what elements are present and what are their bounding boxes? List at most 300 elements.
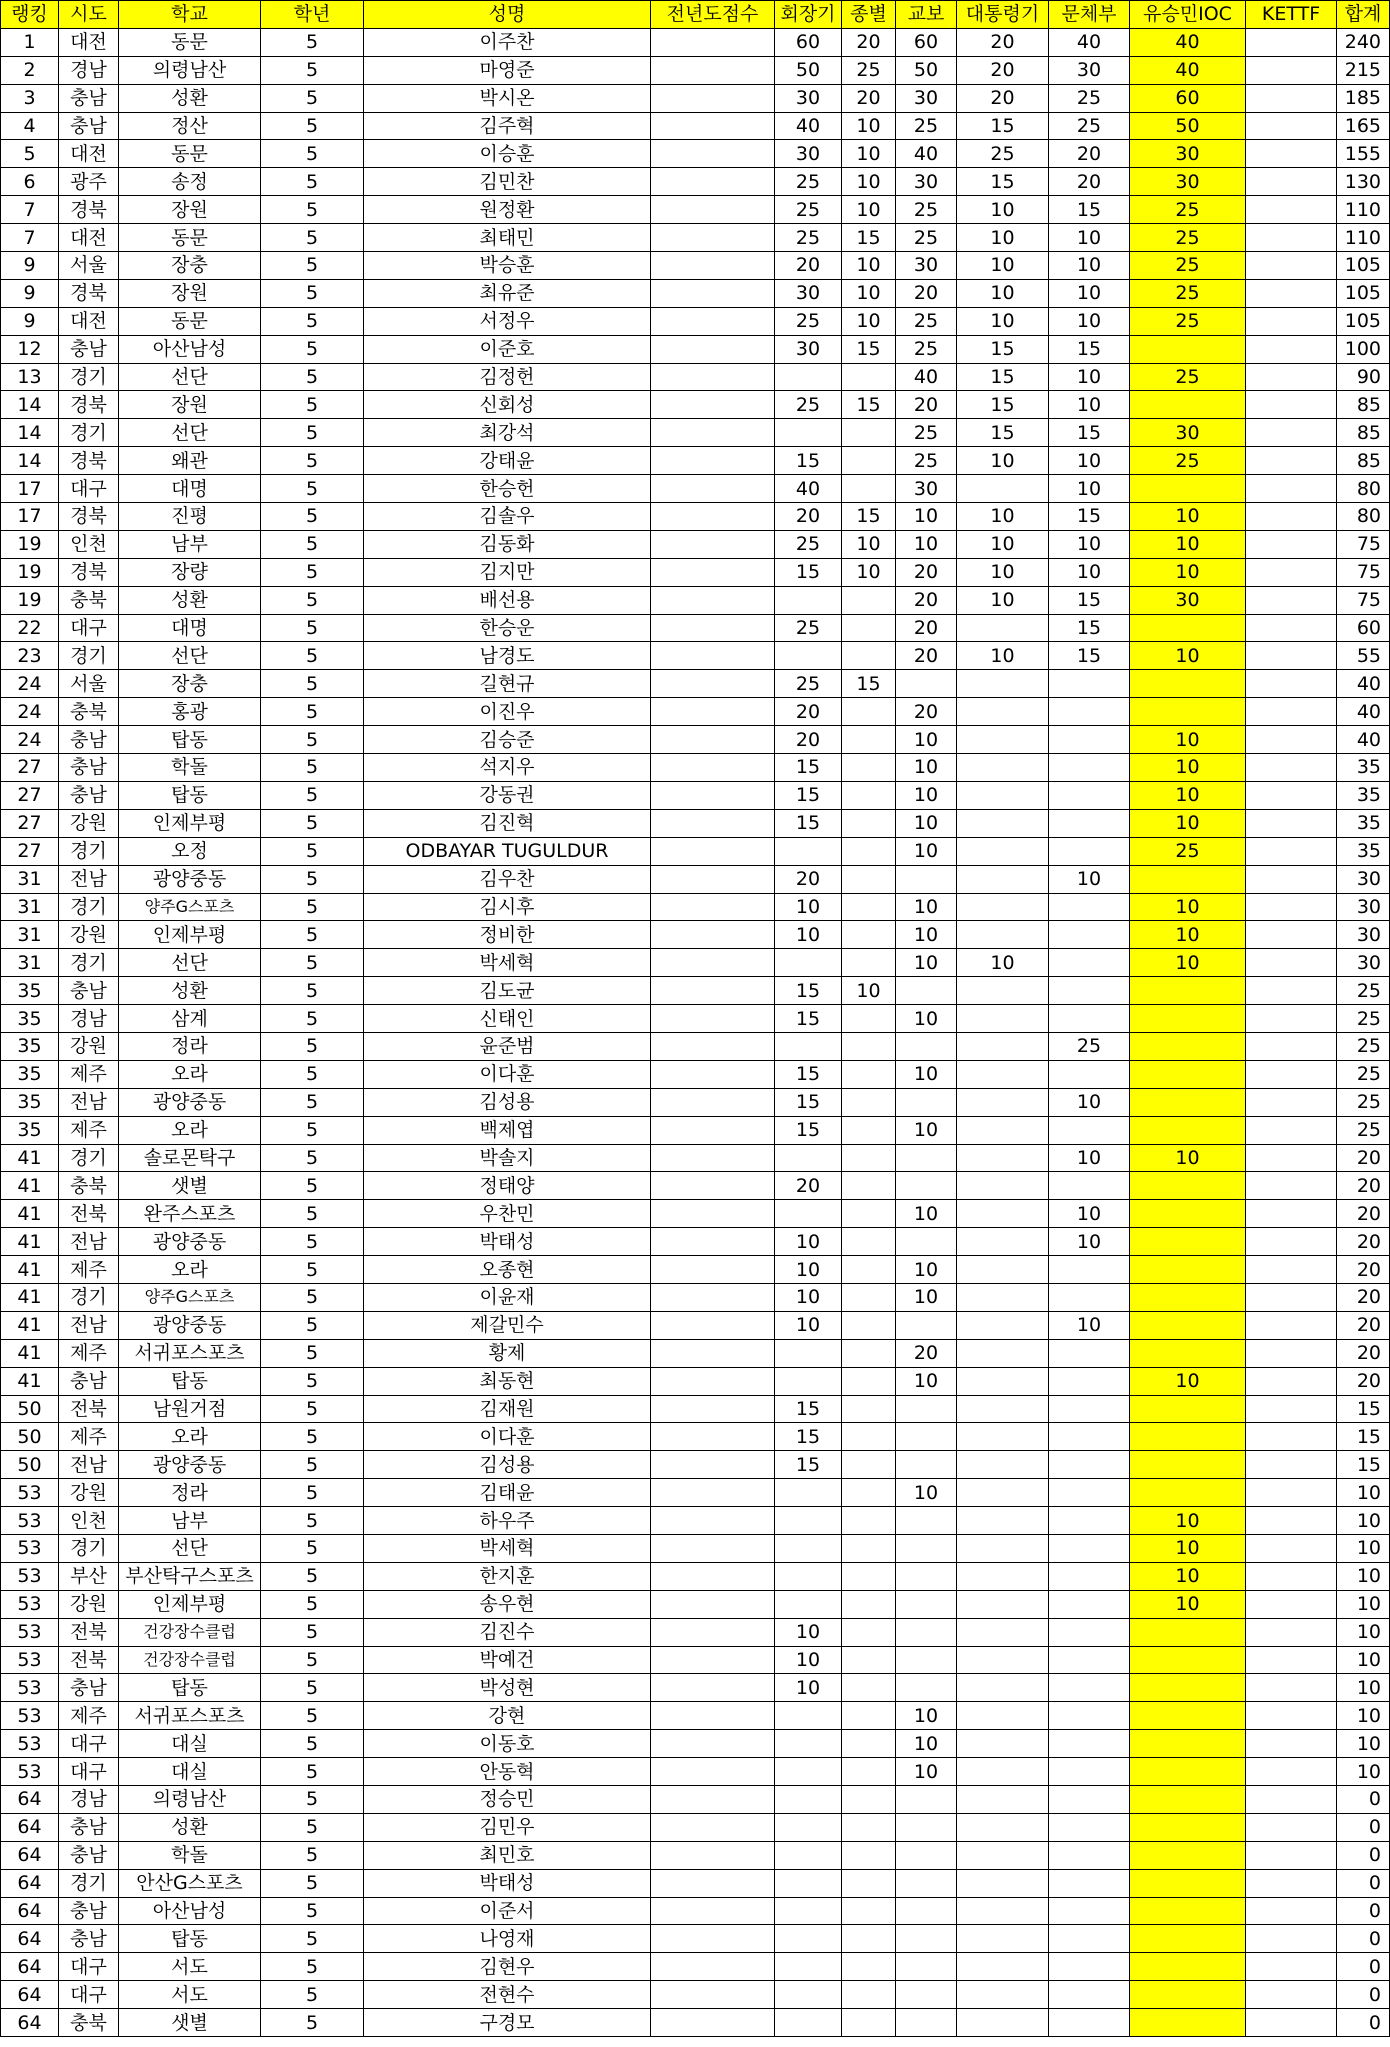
cell-chairman-cup [775, 1730, 842, 1758]
cell-ministry [1049, 1507, 1130, 1535]
cell-total: 85 [1337, 447, 1390, 475]
cell-chairman-cup [775, 586, 842, 614]
cell-chairman-cup: 25 [775, 614, 842, 642]
cell-school: 광양중동 [119, 1228, 261, 1256]
cell-total: 35 [1337, 754, 1390, 782]
cell-grade: 5 [261, 1758, 364, 1786]
cell-region: 대구 [59, 1730, 119, 1758]
cell-yoo-ioc: 25 [1130, 447, 1246, 475]
cell-prev-score [651, 1283, 775, 1311]
cell-grade: 5 [261, 84, 364, 112]
cell-kettf [1246, 865, 1337, 893]
cell-school: 대실 [119, 1758, 261, 1786]
cell-category [842, 1144, 896, 1172]
cell-presidential-cup [957, 977, 1049, 1005]
cell-school: 양주G스포츠 [119, 893, 261, 921]
cell-grade: 5 [261, 112, 364, 140]
table-row [1, 977, 1390, 1005]
table-row [1, 1702, 1390, 1730]
cell-presidential-cup: 10 [957, 503, 1049, 531]
header-category: 종별 [842, 1, 896, 29]
cell-prev-score [651, 809, 775, 837]
table-row [1, 837, 1390, 865]
cell-chairman-cup: 25 [775, 307, 842, 335]
cell-total: 130 [1337, 168, 1390, 196]
cell-presidential-cup [957, 1702, 1049, 1730]
cell-school: 정라 [119, 1479, 261, 1507]
cell-chairman-cup: 10 [775, 1228, 842, 1256]
cell-chairman-cup: 15 [775, 781, 842, 809]
cell-kyobo: 25 [896, 335, 957, 363]
cell-kettf [1246, 1786, 1337, 1814]
cell-chairman-cup [775, 1562, 842, 1590]
cell-kettf [1246, 335, 1337, 363]
table-row [1, 530, 1390, 558]
cell-region: 부산 [59, 1562, 119, 1590]
cell-rank: 64 [1, 1981, 59, 2009]
cell-school: 정산 [119, 112, 261, 140]
cell-school: 의령남산 [119, 1786, 261, 1814]
cell-name: 김진혁 [364, 809, 651, 837]
cell-ministry [1049, 754, 1130, 782]
cell-rank: 7 [1, 196, 59, 224]
cell-region: 제주 [59, 1423, 119, 1451]
cell-region: 광주 [59, 168, 119, 196]
cell-ministry [1049, 726, 1130, 754]
cell-kyobo: 25 [896, 419, 957, 447]
cell-chairman-cup: 40 [775, 475, 842, 503]
header-rank: 랭킹 [1, 1, 59, 29]
cell-school: 장원 [119, 391, 261, 419]
cell-category [842, 642, 896, 670]
cell-total: 10 [1337, 1730, 1390, 1758]
cell-grade: 5 [261, 614, 364, 642]
cell-kyobo: 20 [896, 698, 957, 726]
cell-category [842, 1172, 896, 1200]
cell-chairman-cup [775, 1479, 842, 1507]
cell-prev-score [651, 475, 775, 503]
cell-kyobo: 10 [896, 1060, 957, 1088]
cell-name: 강현 [364, 1702, 651, 1730]
cell-name: 마영준 [364, 56, 651, 84]
table-row [1, 1953, 1390, 1981]
table-row [1, 419, 1390, 447]
cell-total: 80 [1337, 503, 1390, 531]
cell-category [842, 1646, 896, 1674]
table-row [1, 335, 1390, 363]
cell-yoo-ioc: 10 [1130, 1562, 1246, 1590]
cell-yoo-ioc [1130, 1116, 1246, 1144]
cell-prev-score [651, 1897, 775, 1925]
cell-ministry [1049, 977, 1130, 1005]
cell-presidential-cup [957, 1618, 1049, 1646]
cell-ministry: 30 [1049, 56, 1130, 84]
cell-ministry [1049, 1953, 1130, 1981]
cell-name: 이진우 [364, 698, 651, 726]
cell-name: 이승훈 [364, 140, 651, 168]
cell-chairman-cup [775, 1339, 842, 1367]
cell-kyobo [896, 1088, 957, 1116]
cell-yoo-ioc [1130, 1869, 1246, 1897]
cell-rank: 64 [1, 1925, 59, 1953]
cell-school: 서귀포스포츠 [119, 1339, 261, 1367]
cell-chairman-cup [775, 1200, 842, 1228]
cell-yoo-ioc: 10 [1130, 809, 1246, 837]
table-row [1, 809, 1390, 837]
cell-presidential-cup: 10 [957, 558, 1049, 586]
cell-rank: 64 [1, 1813, 59, 1841]
cell-kettf [1246, 363, 1337, 391]
cell-yoo-ioc: 10 [1130, 921, 1246, 949]
cell-kettf [1246, 1507, 1337, 1535]
cell-yoo-ioc [1130, 1925, 1246, 1953]
cell-rank: 53 [1, 1758, 59, 1786]
cell-school: 삼계 [119, 1005, 261, 1033]
cell-grade: 5 [261, 1256, 364, 1284]
cell-yoo-ioc [1130, 1060, 1246, 1088]
cell-ministry: 25 [1049, 84, 1130, 112]
cell-region: 충남 [59, 1841, 119, 1869]
cell-chairman-cup: 50 [775, 56, 842, 84]
cell-chairman-cup: 40 [775, 112, 842, 140]
cell-prev-score [651, 1423, 775, 1451]
cell-kyobo: 10 [896, 921, 957, 949]
cell-chairman-cup [775, 1813, 842, 1841]
cell-presidential-cup [957, 1228, 1049, 1256]
cell-presidential-cup [957, 754, 1049, 782]
cell-presidential-cup: 20 [957, 56, 1049, 84]
cell-category [842, 1479, 896, 1507]
table-row [1, 865, 1390, 893]
cell-ministry [1049, 1674, 1130, 1702]
cell-total: 155 [1337, 140, 1390, 168]
cell-name: 김지만 [364, 558, 651, 586]
cell-rank: 53 [1, 1562, 59, 1590]
cell-category [842, 1981, 896, 2009]
cell-category: 10 [842, 196, 896, 224]
cell-total: 10 [1337, 1646, 1390, 1674]
cell-kettf [1246, 809, 1337, 837]
cell-kettf [1246, 1674, 1337, 1702]
cell-chairman-cup: 20 [775, 503, 842, 531]
cell-category [842, 363, 896, 391]
cell-yoo-ioc [1130, 335, 1246, 363]
cell-category: 10 [842, 168, 896, 196]
cell-yoo-ioc [1130, 1339, 1246, 1367]
cell-total: 10 [1337, 1702, 1390, 1730]
cell-ministry [1049, 1841, 1130, 1869]
cell-kyobo [896, 1925, 957, 1953]
cell-kettf [1246, 893, 1337, 921]
cell-grade: 5 [261, 1786, 364, 1814]
cell-name: 김진수 [364, 1618, 651, 1646]
cell-region: 대전 [59, 140, 119, 168]
table-row [1, 1283, 1390, 1311]
cell-rank: 9 [1, 307, 59, 335]
cell-kettf [1246, 503, 1337, 531]
cell-category [842, 1953, 896, 1981]
table-row [1, 1730, 1390, 1758]
cell-kettf [1246, 586, 1337, 614]
cell-region: 인천 [59, 530, 119, 558]
cell-school: 송정 [119, 168, 261, 196]
cell-yoo-ioc: 10 [1130, 1507, 1246, 1535]
cell-yoo-ioc: 10 [1130, 754, 1246, 782]
table-row [1, 1200, 1390, 1228]
cell-ministry [1049, 1981, 1130, 2009]
cell-rank: 53 [1, 1702, 59, 1730]
cell-school: 남부 [119, 530, 261, 558]
cell-chairman-cup [775, 419, 842, 447]
cell-region: 경북 [59, 447, 119, 475]
cell-school: 학돌 [119, 1841, 261, 1869]
cell-school: 샛별 [119, 1172, 261, 1200]
cell-chairman-cup: 10 [775, 1618, 842, 1646]
cell-kyobo: 10 [896, 893, 957, 921]
cell-grade: 5 [261, 140, 364, 168]
cell-prev-score [651, 335, 775, 363]
cell-region: 충남 [59, 1813, 119, 1841]
cell-presidential-cup: 15 [957, 419, 1049, 447]
header-prev-score: 전년도점수 [651, 1, 775, 29]
cell-prev-score [651, 781, 775, 809]
cell-ministry [1049, 1618, 1130, 1646]
cell-grade: 5 [261, 1981, 364, 2009]
cell-rank: 64 [1, 1897, 59, 1925]
cell-presidential-cup [957, 1451, 1049, 1479]
table-row [1, 1144, 1390, 1172]
cell-rank: 64 [1, 1869, 59, 1897]
cell-presidential-cup [957, 1646, 1049, 1674]
cell-total: 90 [1337, 363, 1390, 391]
cell-ministry [1049, 921, 1130, 949]
table-row [1, 1339, 1390, 1367]
cell-category [842, 614, 896, 642]
cell-grade: 5 [261, 1228, 364, 1256]
table-row [1, 698, 1390, 726]
cell-prev-score [651, 168, 775, 196]
cell-chairman-cup: 15 [775, 977, 842, 1005]
cell-region: 서울 [59, 252, 119, 280]
cell-prev-score [651, 1144, 775, 1172]
cell-yoo-ioc: 25 [1130, 252, 1246, 280]
table-row [1, 921, 1390, 949]
cell-total: 25 [1337, 977, 1390, 1005]
cell-category [842, 893, 896, 921]
cell-prev-score [651, 1200, 775, 1228]
cell-chairman-cup: 15 [775, 1088, 842, 1116]
cell-total: 10 [1337, 1590, 1390, 1618]
cell-yoo-ioc [1130, 1841, 1246, 1869]
cell-name: 김도균 [364, 977, 651, 1005]
cell-category: 10 [842, 307, 896, 335]
cell-name: ODBAYAR TUGULDUR [364, 837, 651, 865]
cell-total: 0 [1337, 1953, 1390, 1981]
cell-region: 강원 [59, 1032, 119, 1060]
cell-total: 35 [1337, 837, 1390, 865]
cell-rank: 41 [1, 1256, 59, 1284]
cell-school: 오라 [119, 1423, 261, 1451]
cell-kyobo: 10 [896, 837, 957, 865]
table-row [1, 670, 1390, 698]
cell-prev-score [651, 1507, 775, 1535]
cell-region: 경남 [59, 1786, 119, 1814]
cell-kettf [1246, 670, 1337, 698]
cell-chairman-cup: 15 [775, 1116, 842, 1144]
table-row [1, 363, 1390, 391]
cell-total: 20 [1337, 1228, 1390, 1256]
cell-chairman-cup: 20 [775, 698, 842, 726]
cell-kyobo: 20 [896, 1339, 957, 1367]
cell-yoo-ioc [1130, 1395, 1246, 1423]
cell-school: 대명 [119, 475, 261, 503]
cell-kyobo: 10 [896, 1200, 957, 1228]
cell-yoo-ioc [1130, 614, 1246, 642]
cell-kyobo [896, 1507, 957, 1535]
cell-kettf [1246, 84, 1337, 112]
cell-region: 충남 [59, 977, 119, 1005]
cell-kettf [1246, 1423, 1337, 1451]
header-presidential-cup: 대통령기 [957, 1, 1049, 29]
cell-school: 아산남성 [119, 1897, 261, 1925]
cell-kettf [1246, 1730, 1337, 1758]
cell-chairman-cup: 25 [775, 530, 842, 558]
cell-kyobo [896, 1590, 957, 1618]
cell-region: 충남 [59, 726, 119, 754]
cell-category [842, 447, 896, 475]
cell-yoo-ioc [1130, 670, 1246, 698]
cell-kyobo [896, 1451, 957, 1479]
cell-school: 광양중동 [119, 1088, 261, 1116]
cell-ministry [1049, 1283, 1130, 1311]
cell-chairman-cup [775, 1758, 842, 1786]
cell-total: 15 [1337, 1395, 1390, 1423]
cell-presidential-cup [957, 1423, 1049, 1451]
cell-yoo-ioc: 30 [1130, 419, 1246, 447]
cell-ministry: 15 [1049, 335, 1130, 363]
cell-rank: 17 [1, 503, 59, 531]
table-row [1, 1590, 1390, 1618]
cell-prev-score [651, 419, 775, 447]
cell-yoo-ioc [1130, 1088, 1246, 1116]
cell-category [842, 949, 896, 977]
cell-kyobo [896, 1172, 957, 1200]
cell-region: 강원 [59, 809, 119, 837]
cell-kyobo: 10 [896, 503, 957, 531]
cell-chairman-cup: 25 [775, 196, 842, 224]
cell-presidential-cup [957, 1534, 1049, 1562]
cell-total: 75 [1337, 530, 1390, 558]
cell-grade: 5 [261, 252, 364, 280]
cell-prev-score [651, 1953, 775, 1981]
cell-school: 탑동 [119, 1925, 261, 1953]
cell-school: 성환 [119, 1813, 261, 1841]
cell-school: 성환 [119, 586, 261, 614]
cell-grade: 5 [261, 530, 364, 558]
cell-chairman-cup: 25 [775, 670, 842, 698]
cell-prev-score [651, 112, 775, 140]
cell-name: 남경도 [364, 642, 651, 670]
cell-name: 황제 [364, 1339, 651, 1367]
cell-grade: 5 [261, 1813, 364, 1841]
cell-total: 20 [1337, 1172, 1390, 1200]
cell-chairman-cup [775, 949, 842, 977]
cell-chairman-cup: 15 [775, 447, 842, 475]
cell-kettf [1246, 1758, 1337, 1786]
cell-grade: 5 [261, 391, 364, 419]
cell-rank: 64 [1, 1841, 59, 1869]
cell-school: 샛별 [119, 2009, 261, 2037]
cell-kettf [1246, 279, 1337, 307]
cell-rank: 64 [1, 1786, 59, 1814]
cell-total: 25 [1337, 1060, 1390, 1088]
cell-school: 오라 [119, 1116, 261, 1144]
cell-kettf [1246, 1869, 1337, 1897]
cell-name: 우찬민 [364, 1200, 651, 1228]
cell-name: 하우주 [364, 1507, 651, 1535]
table-row [1, 1813, 1390, 1841]
cell-name: 김시후 [364, 893, 651, 921]
cell-ministry: 10 [1049, 475, 1130, 503]
table-row [1, 1869, 1390, 1897]
cell-name: 정승민 [364, 1786, 651, 1814]
cell-kettf [1246, 307, 1337, 335]
cell-kyobo [896, 1562, 957, 1590]
cell-rank: 3 [1, 84, 59, 112]
cell-total: 85 [1337, 391, 1390, 419]
cell-name: 최강석 [364, 419, 651, 447]
cell-prev-score [651, 1674, 775, 1702]
cell-kyobo: 25 [896, 307, 957, 335]
cell-kyobo: 10 [896, 1730, 957, 1758]
cell-kyobo [896, 1841, 957, 1869]
cell-rank: 53 [1, 1479, 59, 1507]
cell-school: 성환 [119, 977, 261, 1005]
cell-total: 0 [1337, 1869, 1390, 1897]
cell-kettf [1246, 28, 1337, 56]
cell-total: 0 [1337, 1981, 1390, 2009]
cell-presidential-cup [957, 1395, 1049, 1423]
cell-presidential-cup: 15 [957, 112, 1049, 140]
table-row [1, 1897, 1390, 1925]
table-row [1, 781, 1390, 809]
cell-rank: 64 [1, 1953, 59, 1981]
cell-kettf [1246, 837, 1337, 865]
cell-total: 0 [1337, 1925, 1390, 1953]
cell-category: 10 [842, 252, 896, 280]
cell-rank: 22 [1, 614, 59, 642]
cell-region: 전남 [59, 865, 119, 893]
cell-school: 장충 [119, 252, 261, 280]
cell-school: 남부 [119, 1507, 261, 1535]
cell-ministry [1049, 1116, 1130, 1144]
table-row [1, 1674, 1390, 1702]
cell-presidential-cup [957, 1730, 1049, 1758]
cell-name: 나영재 [364, 1925, 651, 1953]
cell-region: 전남 [59, 1451, 119, 1479]
cell-ministry: 10 [1049, 363, 1130, 391]
cell-region: 제주 [59, 1256, 119, 1284]
cell-chairman-cup [775, 1032, 842, 1060]
cell-total: 30 [1337, 865, 1390, 893]
cell-region: 경북 [59, 279, 119, 307]
cell-category [842, 698, 896, 726]
cell-name: 한승운 [364, 614, 651, 642]
cell-grade: 5 [261, 224, 364, 252]
cell-chairman-cup [775, 1981, 842, 2009]
table-row [1, 84, 1390, 112]
cell-prev-score [651, 1311, 775, 1339]
